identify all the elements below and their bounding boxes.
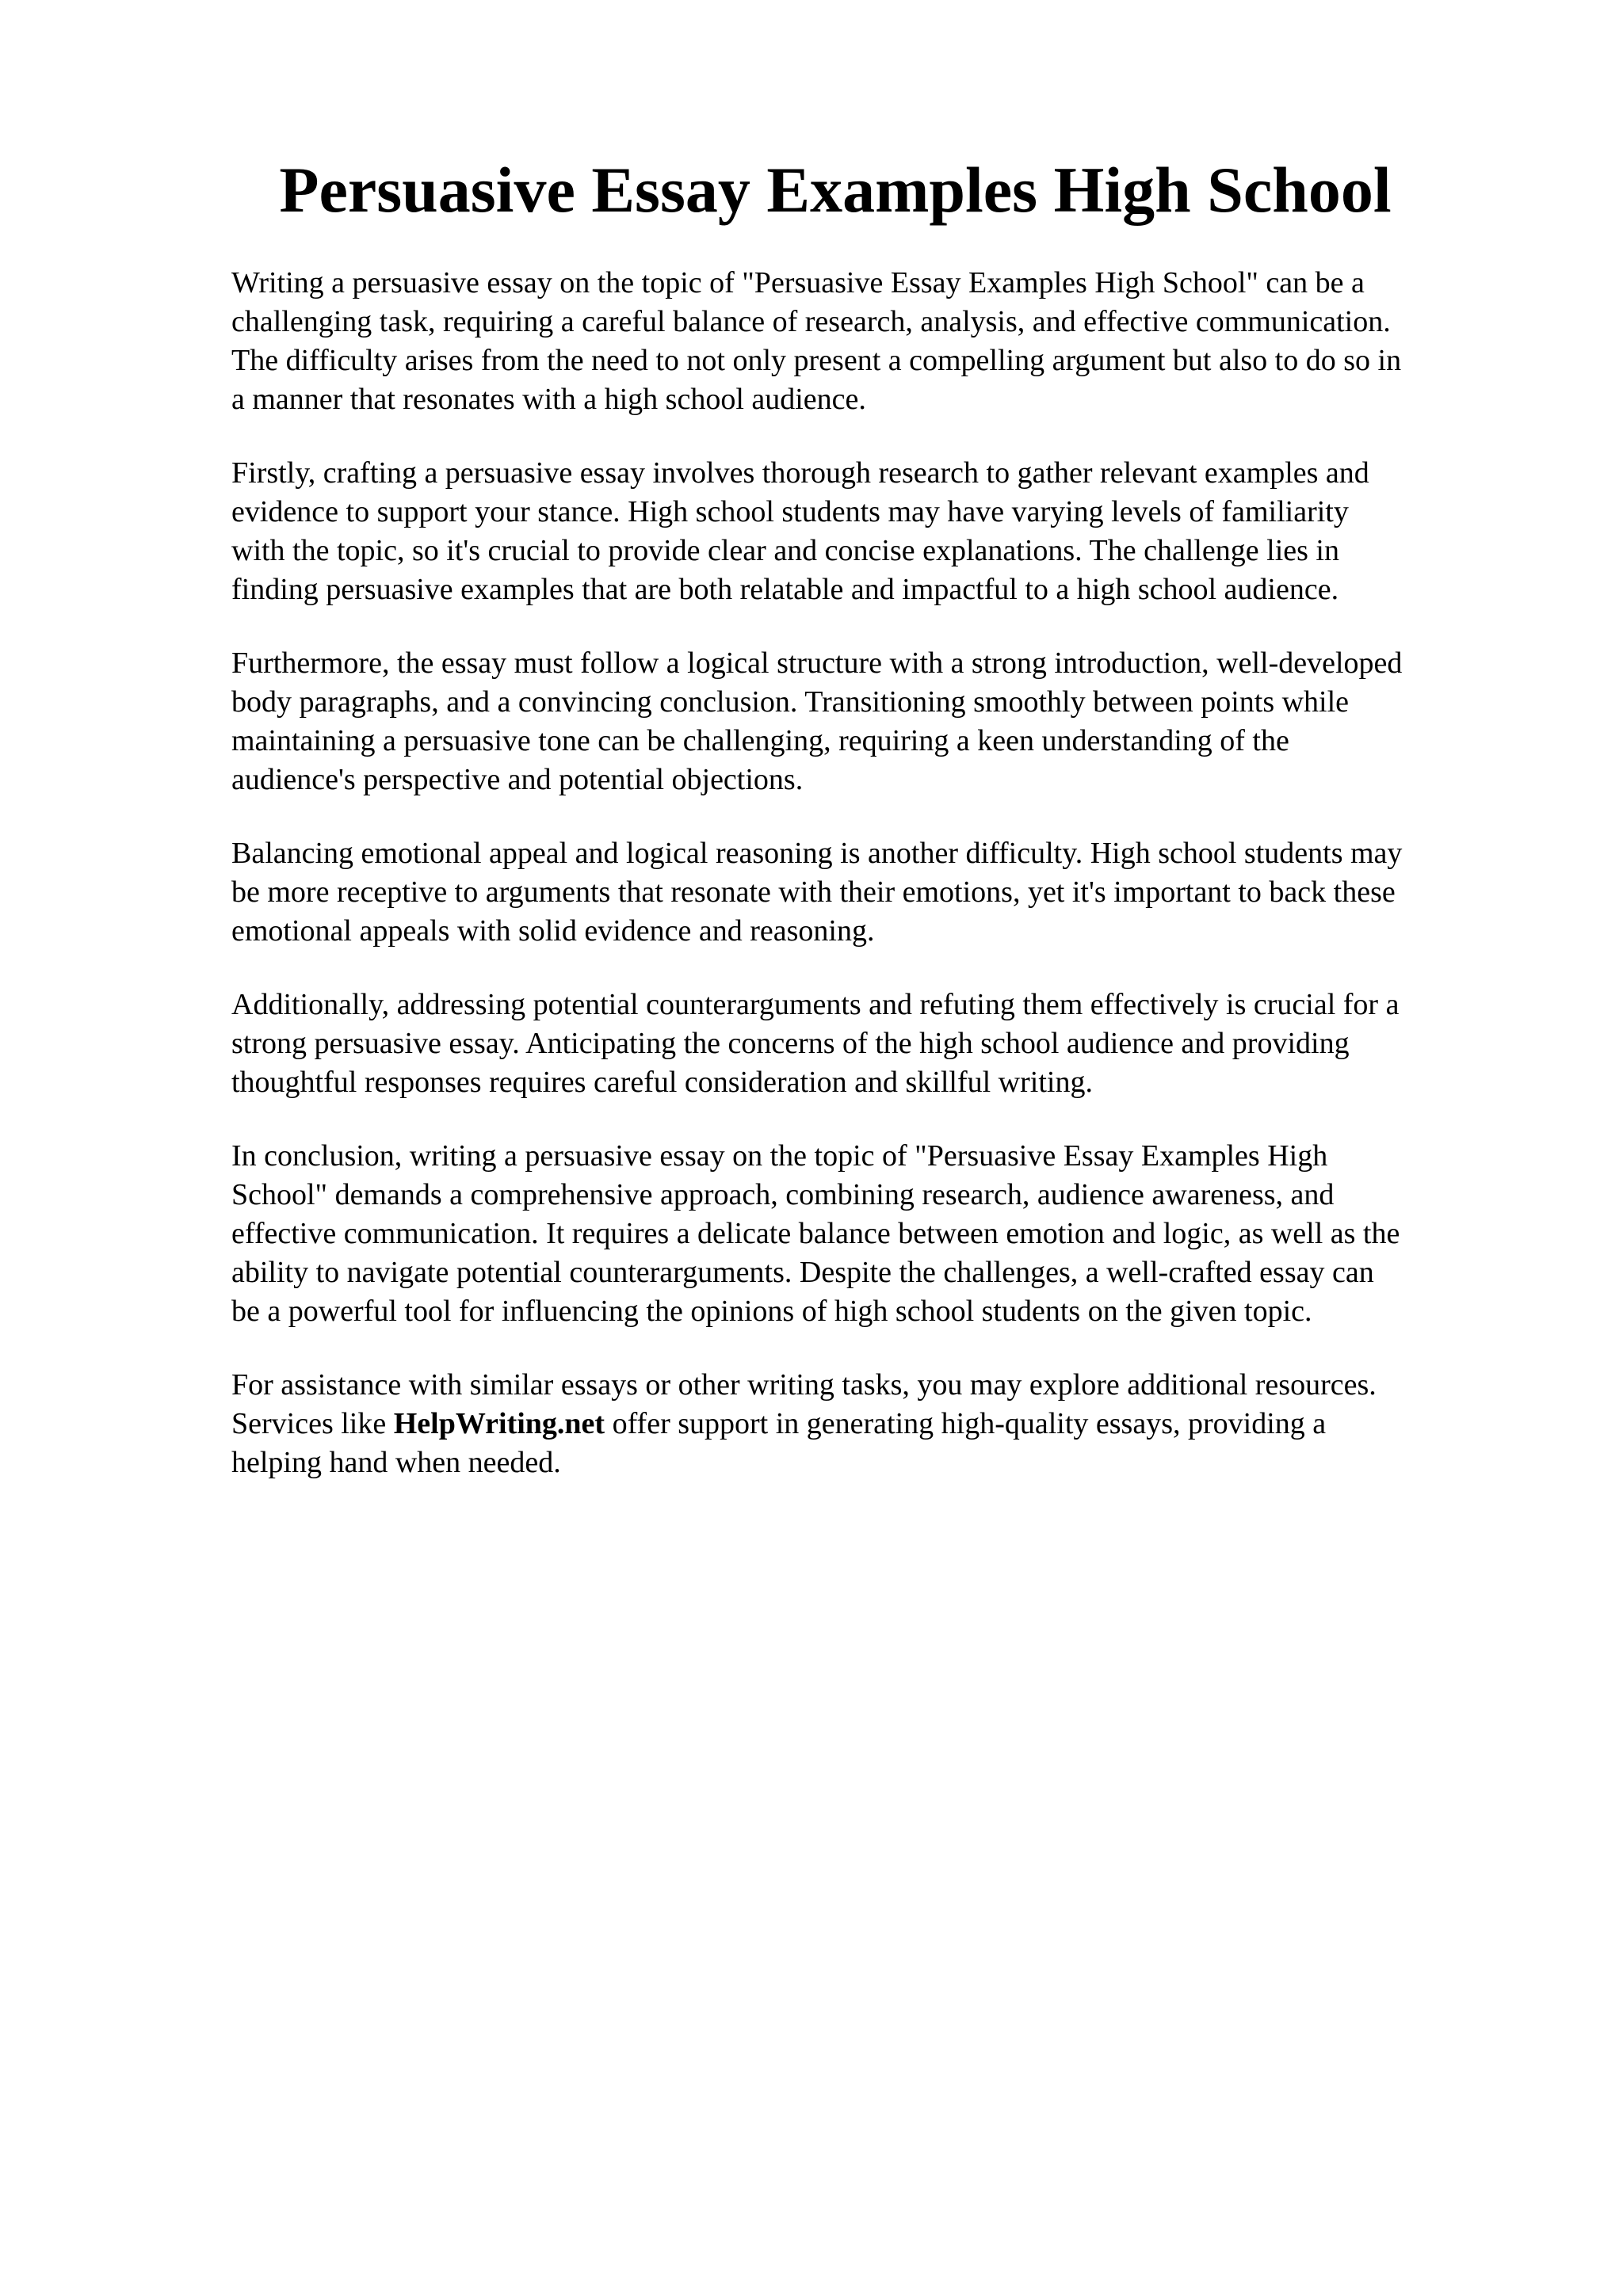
paragraph-line: evidence to support your stance. High school students may have varying levels of familiarity <box>231 495 1349 528</box>
paragraph-line: be more receptive to arguments that resonate with their emotions, yet it's important to back these <box>231 875 1396 909</box>
essay-body <box>231 264 1528 1517</box>
page-title: Persuasive Essay Examples High School <box>279 154 1392 226</box>
paragraph-line: thoughtful responses requires careful consideration and skillful writing. <box>231 1066 1093 1099</box>
paragraph-line: In conclusion, writing a persuasive essay on the topic of "Persuasive Essay Examples High <box>231 1139 1328 1173</box>
paragraph-line: School" demands a comprehensive approach, combining research, audience awareness, and <box>231 1178 1335 1211</box>
paragraph-line: Firstly, crafting a persuasive essay involves thorough research to gather relevant examples and <box>231 456 1369 490</box>
paragraph-line: body paragraphs, and a convincing conclusion. Transitioning smoothly between points while <box>231 685 1350 719</box>
paragraph-line: Furthermore, the essay must follow a logical structure with a strong introduction, well-developed <box>231 646 1403 680</box>
closing-line-2-after: offer support in generating high-quality essays, providing a <box>605 1407 1327 1440</box>
body-paragraph-6 <box>231 1137 1528 1331</box>
closing-line-3: helping hand when needed. <box>231 1446 561 1479</box>
body-paragraph-3 <box>231 644 1528 799</box>
paragraph-line: Additionally, addressing potential counterarguments and refuting them effectively is crucial for a <box>231 988 1400 1021</box>
paragraph-line: audience's perspective and potential objections. <box>231 763 804 796</box>
body-paragraph-5 <box>231 986 1528 1102</box>
closing-line-1: For assistance with similar essays or other writing tasks, you may explore additional resources. <box>231 1368 1377 1402</box>
paragraph-line: finding persuasive examples that are both relatable and impactful to a high school audience. <box>231 573 1339 606</box>
paragraph-line: maintaining a persuasive tone can be challenging, requiring a keen understanding of the <box>231 724 1289 757</box>
paragraph-line: with the topic, so it's crucial to provide clear and concise explanations. The challenge lies in <box>231 534 1339 567</box>
paragraph-line: be a powerful tool for influencing the opinions of high school students on the given topic. <box>231 1295 1312 1328</box>
closing-paragraph <box>231 1366 1528 1482</box>
paragraph-line: effective communication. It requires a delicate balance between emotion and logic, as well as the <box>231 1217 1400 1250</box>
closing-line-2-before: Services like <box>231 1407 394 1440</box>
brand-name: HelpWriting.net <box>393 1407 605 1440</box>
body-paragraph-2 <box>231 454 1528 609</box>
closing-line-2 <box>231 1405 1528 1444</box>
paragraph-line: The difficulty arises from the need to not only present a compelling argument but also to do so in <box>231 344 1402 377</box>
paragraph-list <box>231 264 1528 1331</box>
paragraph-line: Balancing emotional appeal and logical reasoning is another difficulty. High school students may <box>231 837 1403 870</box>
paragraph-line: Writing a persuasive essay on the topic of "Persuasive Essay Examples High School" can be a <box>231 266 1365 299</box>
paragraph-line: a manner that resonates with a high school audience. <box>231 383 866 416</box>
paragraph-line: emotional appeals with solid evidence and reasoning. <box>231 914 875 948</box>
paragraph-line: challenging task, requiring a careful balance of research, analysis, and effective communication. <box>231 305 1391 338</box>
body-paragraph-1 <box>231 264 1528 419</box>
body-paragraph-4 <box>231 834 1528 951</box>
paragraph-line: strong persuasive essay. Anticipating the concerns of the high school audience and providing <box>231 1027 1350 1060</box>
paragraph-line: ability to navigate potential counterarguments. Despite the challenges, a well-crafted essay can <box>231 1256 1374 1289</box>
